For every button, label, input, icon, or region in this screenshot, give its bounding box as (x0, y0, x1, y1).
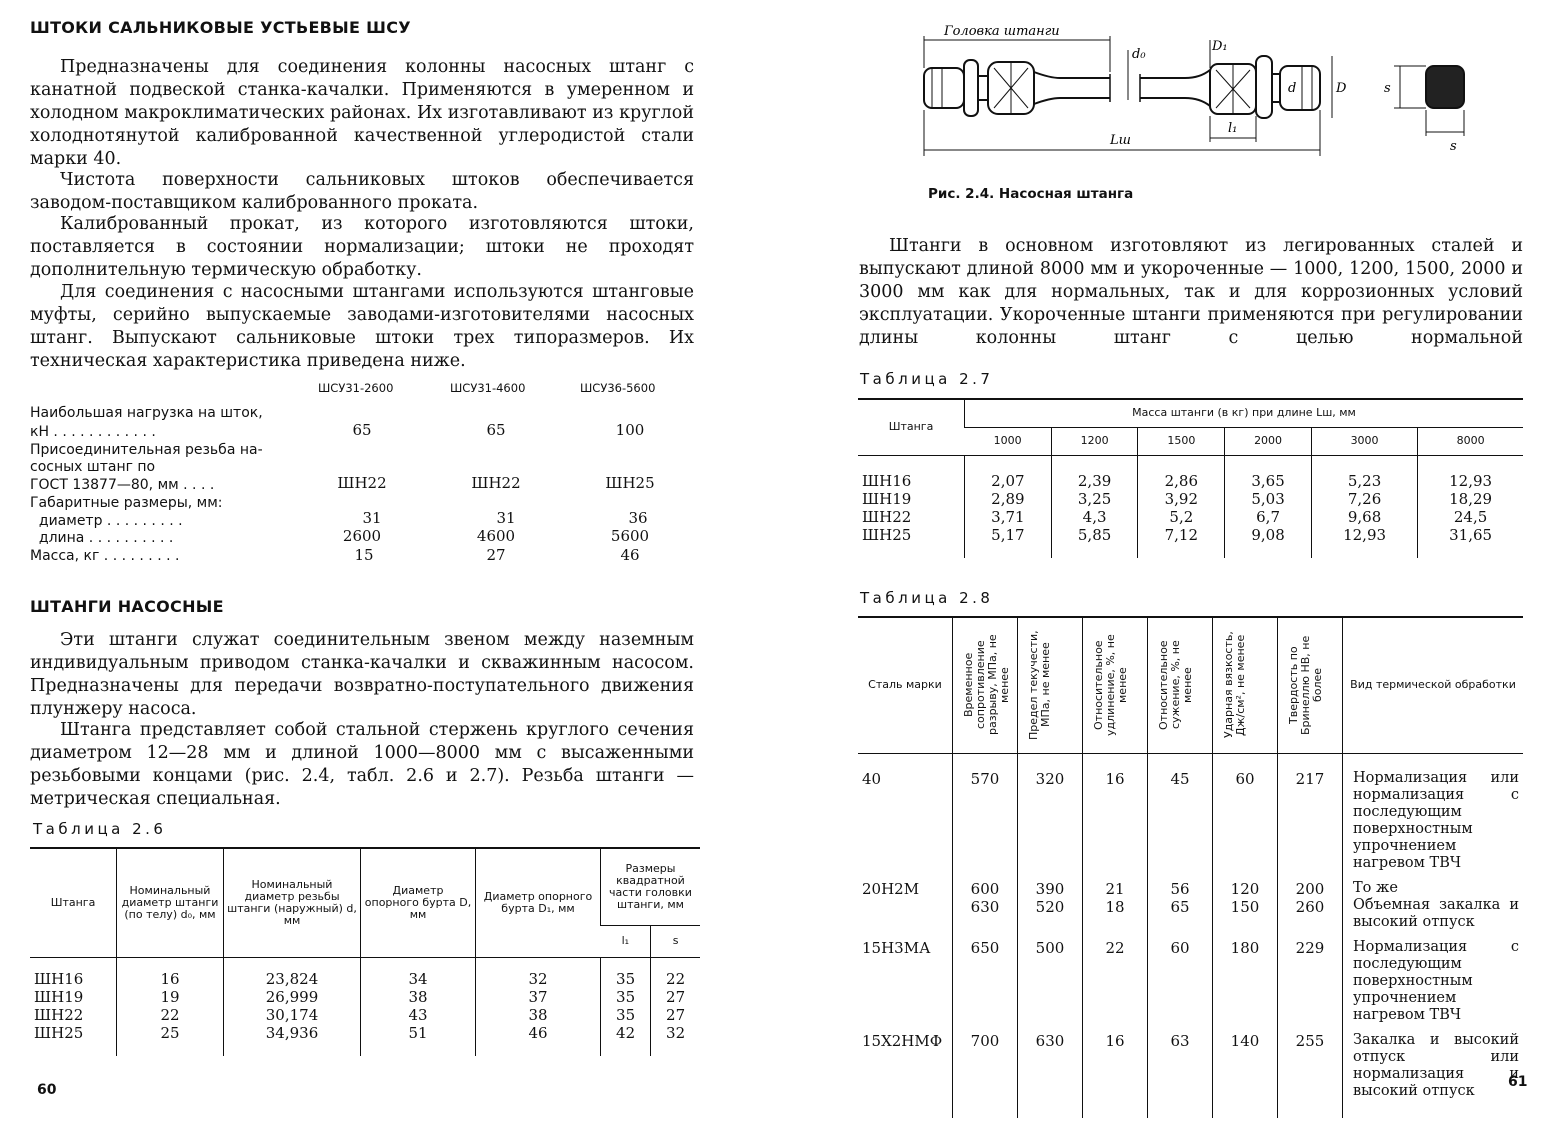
t28-header (1213, 617, 1278, 753)
t28-cell: 200 260 (1278, 880, 1343, 939)
t26-cell: 27 (651, 1006, 700, 1024)
heading-shsu: ШТОКИ САЛЬНИКОВЫЕ УСТЬЕВЫЕ ШСУ (30, 18, 411, 37)
t28-treatment: Нормализация или нормализация с последующим поверхностным упрочнением нагревом ТВЧ (1343, 753, 1524, 880)
t28-header (1018, 617, 1083, 753)
t27-cell: 9,08 (1225, 526, 1312, 558)
spec-value: 5600 (610, 527, 650, 545)
t26-cell: 37 (476, 988, 601, 1006)
spec-label: диаметр . . . . . . . . . (30, 513, 183, 529)
t27-cell: 6,7 (1225, 508, 1312, 526)
table-2-7 (858, 398, 1523, 558)
t27-cell: 12,93 (1418, 455, 1523, 490)
t28-header-text: Временное сопротивление разрыву, МПа, не менее (962, 634, 1011, 736)
spec-label: Габаритные размеры, мм: (30, 495, 223, 511)
table-2-7-caption: Таблица 2.7 (860, 370, 994, 388)
t28-cell: 320 (1018, 753, 1083, 880)
t28-header (1148, 617, 1213, 753)
spec-value: ШН22 (337, 474, 387, 492)
spec-value: 27 (486, 546, 506, 564)
t26-cell: 38 (361, 988, 476, 1006)
figure-caption: Рис. 2.4. Насосная штанга (928, 186, 1134, 202)
t28-cell: 140 (1213, 1032, 1278, 1118)
t26-header: Номинальный диаметр штанги (по телу) d₀, мм (117, 848, 224, 957)
t27-row (858, 490, 1523, 508)
t26-cell: 35 (601, 988, 651, 1006)
t26-cell: ШН19 (34, 987, 84, 1006)
paragraph-rods-purpose: Эти штанги служат соединительным звеном между наземным индивидуальным приводом станка-качалки и скважинным насосом. Предназначены для передачи возвратно-поступательного движения плунжеру насоса. (30, 630, 694, 719)
t26-cell: 22 (651, 957, 700, 988)
t27-cell: 2,89 (965, 490, 1052, 508)
t27-cell: 9,68 (1311, 508, 1417, 526)
t28-header-text: Предел текучести, МПа, не менее (1027, 630, 1052, 741)
spec-value: 31 (496, 509, 516, 527)
paragraph-rods-desc: Штанга представляет собой стальной стержень круглого сечения диаметром 12—28 мм и длиной 1000—8000 мм с высаженными резьбовыми концами (рис. 2.4, табл. 2.6 и 2.7). Резьба штанги — метрическая специальная. (30, 720, 694, 809)
spec-label: длина . . . . . . . . . . (30, 530, 174, 546)
t28-header-text: Относительное сужение, %, не менее (1157, 640, 1194, 731)
t27-cell: 2,07 (965, 455, 1052, 490)
t28-cell: 700 (953, 1032, 1018, 1118)
t28-cell: 217 (1278, 753, 1343, 880)
t26-header: Штанга (30, 848, 117, 957)
t28-cell: 16 (1083, 753, 1148, 880)
t27-length-header: 3000 (1311, 427, 1417, 455)
spec-value: ШН22 (471, 474, 521, 492)
t28-cell: 229 (1278, 939, 1343, 1032)
t27-cell: 3,25 (1051, 490, 1138, 508)
t28-row (858, 880, 1523, 939)
t26-cell: 34 (361, 957, 476, 988)
t28-header (1083, 617, 1148, 753)
figure-label-l1: l₁ (1228, 121, 1238, 136)
t26-cell: ШН22 (34, 1005, 84, 1024)
t28-steel: 40 (862, 769, 882, 788)
t28-cell: 21 18 (1083, 880, 1148, 939)
spec-value: 4600 (476, 527, 516, 545)
t26-cell: 42 (601, 1024, 651, 1056)
t27-header-rod: Штанга (858, 399, 965, 455)
t28-cell: 180 (1213, 939, 1278, 1032)
table-2-6 (30, 847, 700, 1056)
page-number: 61 (1508, 1074, 1528, 1090)
spec-value: 31 (362, 509, 382, 527)
t26-header: Размеры квадратной части головки штанги, мм (601, 848, 701, 925)
t28-row (858, 939, 1523, 1032)
t26-cell: 30,174 (224, 1006, 361, 1024)
t27-row (858, 508, 1523, 526)
t27-cell: 7,12 (1138, 526, 1225, 558)
t26-cell: 35 (601, 1006, 651, 1024)
t28-cell: 390 520 (1018, 880, 1083, 939)
t26-header: s (651, 925, 700, 957)
t28-cell: 16 (1083, 1032, 1148, 1118)
figure-label-d0: d₀ (1132, 47, 1146, 62)
figure-label-D: D (1336, 81, 1347, 96)
figure-label-d: d (1288, 81, 1297, 96)
t27-cell: 3,71 (965, 508, 1052, 526)
t28-cell: 60 (1148, 939, 1213, 1032)
t27-row (858, 526, 1523, 558)
t26-cell: ШН25 (34, 1023, 84, 1042)
t27-cell: 2,39 (1051, 455, 1138, 490)
t28-cell: 56 65 (1148, 880, 1213, 939)
t27-cell: 3,92 (1138, 490, 1225, 508)
t27-cell: 5,17 (965, 526, 1052, 558)
t27-length-header: 1000 (965, 427, 1052, 455)
heading-pump-rods: ШТАНГИ НАСОСНЫЕ (30, 597, 224, 616)
t27-length-header: 1500 (1138, 427, 1225, 455)
t27-cell: 3,65 (1225, 455, 1312, 490)
spec-col-header: ШСУ31-2600 (318, 381, 394, 395)
t27-length-header: 2000 (1225, 427, 1312, 455)
t27-cell: 5,85 (1051, 526, 1138, 558)
t28-steel: 20Н2М (862, 879, 920, 898)
t28-cell: 63 (1148, 1032, 1213, 1118)
t28-row (858, 753, 1523, 880)
spec-label: ГОСТ 13877—80, мм . . . . (30, 477, 215, 493)
t26-cell: 46 (476, 1024, 601, 1056)
paragraph-purpose: Предназначены для соединения колонны насосных штанг с канатной подвеской станка-качалки. Применяются в умеренном и холодном макроклиматических районах. Их изготавливают из круглой холоднотянутой калиброванной качественной углеродистой стали марки 40. (30, 57, 694, 169)
t27-cell: 12,93 (1311, 526, 1417, 558)
t28-cell: 22 (1083, 939, 1148, 1032)
t26-cell: 32 (476, 957, 601, 988)
t27-cell: 5,23 (1311, 455, 1417, 490)
t26-row (30, 957, 700, 988)
t27-cell: 31,65 (1418, 526, 1523, 558)
spec-label: Присоединительная резьба на- (30, 442, 263, 458)
left-page (0, 0, 760, 1122)
t26-cell: 34,936 (224, 1024, 361, 1056)
t27-cell: 5,03 (1225, 490, 1312, 508)
t28-header-text: Твердость по Бринеллю НВ, не более (1287, 635, 1324, 735)
t27-cell: ШН22 (862, 507, 912, 526)
paragraph-surface: Чистота поверхности сальниковых штоков обеспечивается заводом-поставщиком калиброванного проката. (30, 170, 694, 213)
t26-row (30, 1006, 700, 1024)
paragraph-rolled: Калиброванный прокат, из которого изготовляются штоки, поставляется в состоянии нормализации; штоки не проходят дополнительную термическую обработку. (30, 214, 694, 280)
t28-treatment: Закалка и высокий отпуск или нормализация и высокий отпуск (1343, 1032, 1524, 1118)
t27-row (858, 455, 1523, 490)
t28-steel: 15Н3МА (862, 938, 931, 957)
t27-cell: 18,29 (1418, 490, 1523, 508)
t28-header-text: Относительное удлинение, %, не менее (1092, 634, 1129, 737)
spec-col-header: ШСУ31-4600 (450, 381, 526, 395)
spec-label: Масса, кг . . . . . . . . . (30, 548, 180, 564)
spec-value: 36 (628, 509, 648, 527)
t28-cell: 60 (1213, 753, 1278, 880)
t26-cell: 35 (601, 957, 651, 988)
figure-label-L: Lш (1110, 133, 1131, 148)
t27-length-header: 8000 (1418, 427, 1523, 455)
t28-header: Вид термической обработки (1343, 617, 1524, 753)
t27-cell: 4,3 (1051, 508, 1138, 526)
t27-cell: 5,2 (1138, 508, 1225, 526)
t27-header-mass: Масса штанги (в кг) при длине Lш, мм (965, 399, 1524, 427)
t28-cell: 570 (953, 753, 1018, 880)
spec-col-header: ШСУ36-5600 (580, 381, 656, 395)
pump-rod-figure (910, 10, 1490, 175)
t26-row (30, 1024, 700, 1056)
table-2-8-caption: Таблица 2.8 (860, 589, 994, 607)
t27-cell: ШН25 (862, 525, 912, 544)
figure-head-label: Головка штанги (944, 24, 1060, 39)
t28-treatment: То же Объемная закалка и высокий отпуск (1343, 880, 1524, 939)
t28-cell: 650 (953, 939, 1018, 1032)
t28-treatment: Нормализация с последующим поверхностным упрочнением нагревом ТВЧ (1343, 939, 1524, 1032)
right-page (790, 0, 1555, 1122)
t26-header: Номинальный диаметр резьбы штанги (наружный) d, мм (224, 848, 361, 957)
spec-value: 100 (615, 421, 645, 439)
spec-value: 46 (620, 546, 640, 564)
t28-steel: 15Х2НМФ (862, 1031, 943, 1050)
t26-cell: 43 (361, 1006, 476, 1024)
figure-label-s: s (1384, 81, 1391, 96)
t27-cell: 24,5 (1418, 508, 1523, 526)
spec-value: 65 (486, 421, 506, 439)
t26-cell: 22 (117, 1006, 224, 1024)
t26-cell: 32 (651, 1024, 700, 1056)
t28-header-text: Ударная вязкость, Дж/см², не менее (1222, 631, 1247, 739)
table-2-6-caption: Таблица 2.6 (33, 820, 167, 838)
t26-cell: 26,999 (224, 988, 361, 1006)
t28-header (1278, 617, 1343, 753)
t26-cell: 51 (361, 1024, 476, 1056)
t26-header: Диаметр опорного бурта D₁, мм (476, 848, 601, 957)
spec-value: 15 (354, 546, 374, 564)
t26-header: Диаметр опорного бурта D, мм (361, 848, 476, 957)
t28-cell: 120 150 (1213, 880, 1278, 939)
t27-cell: ШН19 (862, 489, 912, 508)
paragraph-rods-steel: Штанги в основном изготовляют из легированных сталей и выпускают длиной 8000 мм и укороченные — 1000, 1200, 1500, 2000 и 3000 мм как для нормальных, так и для коррозионных условий эксплуатации. Укороченные штанги применяются при регулировании длины колонны штанг с целью нормальной (859, 236, 1523, 348)
t27-cell: ШН16 (862, 471, 912, 490)
t28-cell: 600 630 (953, 880, 1018, 939)
spec-value: 2600 (342, 527, 382, 545)
t26-cell: 19 (117, 988, 224, 1006)
t27-cell: 2,86 (1138, 455, 1225, 490)
t26-cell: 38 (476, 1006, 601, 1024)
t28-cell: 255 (1278, 1032, 1343, 1118)
figure-label-D1: D₁ (1212, 39, 1228, 54)
figure-label-s2: s (1450, 139, 1457, 154)
t26-cell: 25 (117, 1024, 224, 1056)
spec-label: Наибольшая нагрузка на шток, (30, 405, 263, 421)
t27-length-header: 1200 (1051, 427, 1138, 455)
page-number: 60 (37, 1082, 57, 1098)
t28-cell: 500 (1018, 939, 1083, 1032)
spec-value: ШН25 (605, 474, 655, 492)
table-2-8 (858, 616, 1523, 1118)
t26-header: l₁ (601, 925, 651, 957)
t28-header (953, 617, 1018, 753)
paragraph-couplings: Для соединения с насосными штангами используются штанговые муфты, серийно выпускаемые заводами-изготовителями насосных штанг. Выпускают сальниковые штоки трех типоразмеров. Их техническая характеристика приведена ниже. (30, 282, 694, 371)
t26-cell: ШН16 (34, 969, 84, 988)
t26-cell: 27 (651, 988, 700, 1006)
t27-cell: 7,26 (1311, 490, 1417, 508)
t28-row (858, 1032, 1523, 1118)
t28-cell: 45 (1148, 753, 1213, 880)
spec-label: сосных штанг по (30, 459, 156, 475)
t28-cell: 630 (1018, 1032, 1083, 1118)
spec-value: 65 (352, 421, 372, 439)
t28-header: Сталь марки (858, 617, 953, 753)
t26-row (30, 988, 700, 1006)
t26-cell: 23,824 (224, 957, 361, 988)
spec-label: кН . . . . . . . . . . . . (30, 424, 156, 440)
t26-cell: 16 (117, 957, 224, 988)
